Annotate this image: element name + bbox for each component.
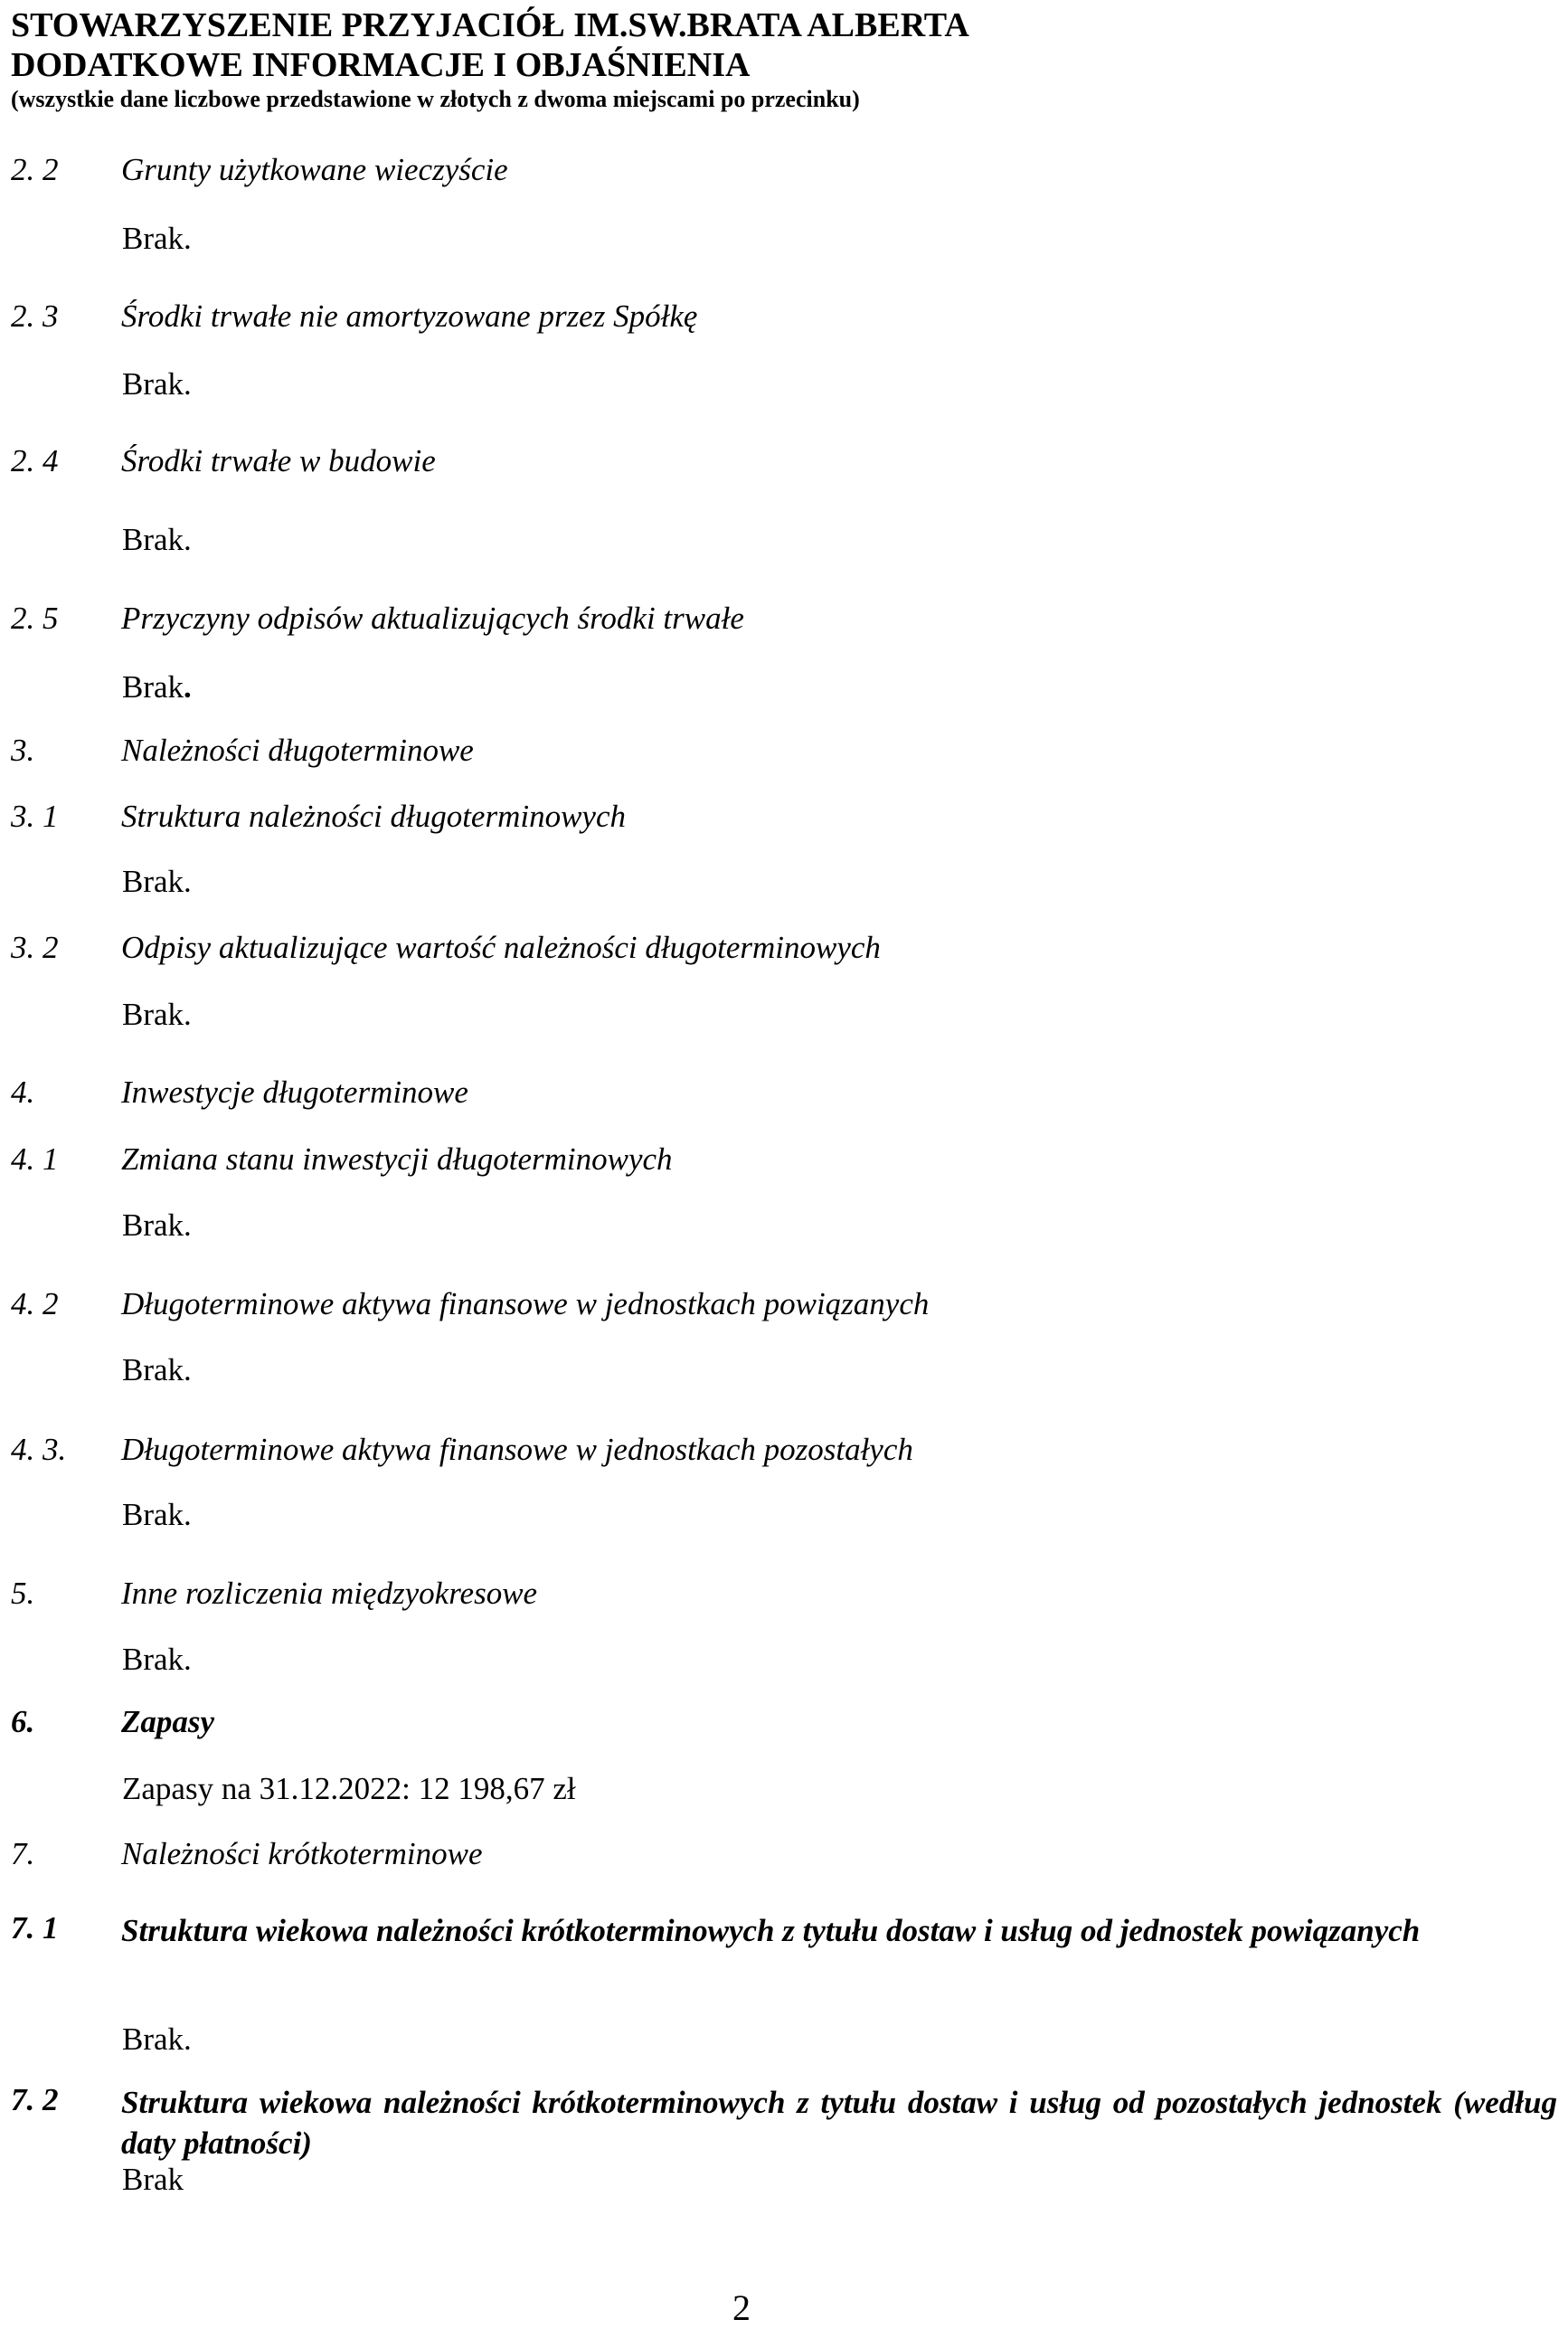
document-note: (wszystkie dane liczbowe przedstawione w złotych z dwoma miejscami po przecinku) — [11, 86, 860, 112]
section-2-5-body — [122, 669, 192, 705]
section-4-2-body: Brak. — [122, 1352, 192, 1387]
section-2-3-heading — [11, 298, 697, 335]
section-title: Grunty użytkowane wieczyście — [121, 152, 508, 187]
section-4-3-heading — [11, 1432, 913, 1468]
body-text: Brak — [122, 669, 184, 705]
section-title: Przyczyny odpisów aktualizujących środki trwałe — [121, 601, 744, 636]
section-title: Zapasy — [121, 1704, 215, 1739]
section-number: 7. — [11, 1836, 35, 1871]
section-4-2-heading — [11, 1286, 929, 1322]
section-number: 4. 3. — [11, 1432, 67, 1467]
section-2-2-heading — [11, 152, 508, 188]
section-number: 4. — [11, 1075, 35, 1110]
section-2-2-body: Brak. — [122, 221, 192, 256]
section-3-2-body: Brak. — [122, 997, 192, 1032]
section-6-body: Zapasy na 31.12.2022: 12 198,67 zł — [122, 1771, 576, 1806]
section-number: 4. 1 — [11, 1141, 59, 1177]
section-number: 3. — [11, 733, 35, 768]
section-title: Długoterminowe aktywa finansowe w jednostkach powiązanych — [121, 1286, 930, 1321]
section-number: 6. — [11, 1704, 35, 1739]
section-4-heading — [11, 1075, 468, 1111]
section-number: 3. 1 — [11, 799, 59, 834]
section-3-1-body: Brak. — [122, 864, 192, 899]
section-number: 3. 2 — [11, 930, 59, 965]
section-number: 5. — [11, 1576, 35, 1611]
section-number: 2. 2 — [11, 152, 59, 187]
section-number: 2. 4 — [11, 443, 59, 478]
section-6-heading — [11, 1704, 214, 1740]
section-title: Odpisy aktualizujące wartość należności długoterminowych — [121, 930, 881, 965]
section-7-1-heading — [11, 1910, 1557, 1951]
section-number: 7. 1 — [11, 1910, 59, 1946]
document-title: DODATKOWE INFORMACJE I OBJAŚNIENIA — [11, 46, 751, 84]
section-number: 2. 5 — [11, 601, 59, 636]
section-number: 2. 3 — [11, 298, 59, 334]
section-3-1-heading — [11, 799, 626, 835]
section-title: Inne rozliczenia międzyokresowe — [121, 1576, 538, 1611]
section-title: Należności krótkoterminowe — [121, 1836, 483, 1871]
section-title: Zmiana stanu inwestycji długoterminowych — [121, 1141, 673, 1177]
section-5-body: Brak. — [122, 1642, 192, 1677]
section-2-3-body: Brak. — [122, 366, 192, 402]
section-title: Należności długoterminowe — [121, 733, 474, 768]
section-title: Struktura wiekowa należności krótkoterminowych z tytułu dostaw i usług od pozostałych jednostek (według daty płatności) — [121, 2085, 1557, 2161]
section-7-1-body: Brak. — [122, 2021, 192, 2057]
section-7-heading — [11, 1836, 483, 1872]
section-title: Środki trwałe nie amortyzowane przez Spółkę — [121, 298, 698, 334]
section-number: 4. 2 — [11, 1286, 59, 1321]
organization-name: STOWARZYSZENIE PRZYJACIÓŁ IM.SW.BRATA ALBERTA — [11, 6, 969, 44]
section-2-4-body: Brak. — [122, 522, 192, 557]
body-dot: . — [184, 669, 192, 705]
section-title: Długoterminowe aktywa finansowe w jednostkach pozostałych — [121, 1432, 913, 1467]
page-number: 2 — [732, 2287, 751, 2328]
section-4-3-body: Brak. — [122, 1497, 192, 1532]
section-4-1-heading — [11, 1141, 673, 1178]
section-3-heading — [11, 733, 474, 769]
section-4-1-body: Brak. — [122, 1207, 192, 1243]
section-3-2-heading — [11, 930, 881, 966]
section-2-5-heading — [11, 601, 744, 637]
section-title: Środki trwałe w budowie — [121, 443, 436, 478]
section-5-heading — [11, 1576, 537, 1612]
section-title: Struktura należności długoterminowych — [121, 799, 627, 834]
section-title: Inwestycje długoterminowe — [121, 1075, 468, 1110]
section-7-2-heading — [11, 2082, 1557, 2163]
section-7-2-body: Brak — [122, 2162, 184, 2197]
section-2-4-heading — [11, 443, 436, 479]
section-title: Struktura wiekowa należności krótkoterminowych z tytułu dostaw i usług od jednostek powiązanych — [121, 1913, 1421, 1948]
section-number: 7. 2 — [11, 2082, 59, 2117]
